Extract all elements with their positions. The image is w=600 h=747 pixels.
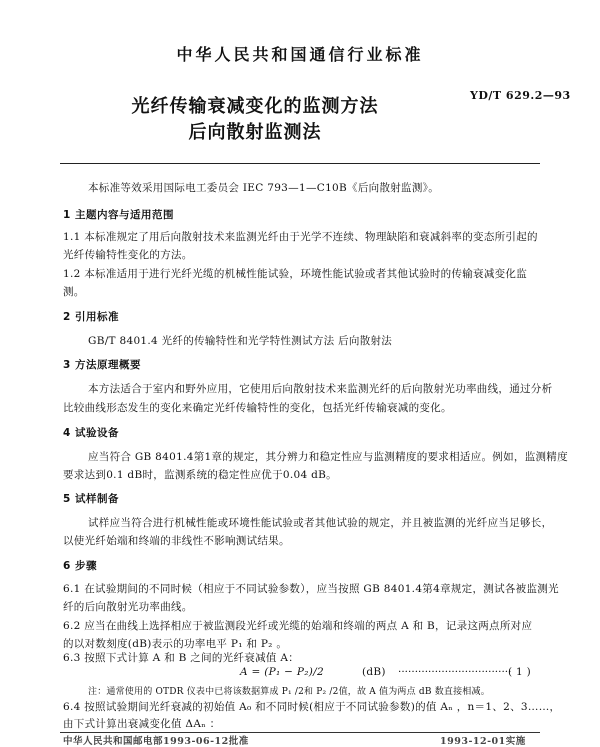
section-6-line: 纤的后向散射光功率曲线。 — [63, 601, 193, 613]
section-1-line: 1.1 本标准规定了用后向散射技术来监测光纤由于光学不连续、物理缺陷和衰减斜率的变态所引起的 — [63, 231, 538, 243]
document-subtitle: 后向散射监测法 — [188, 122, 322, 143]
section-6-line: 6.1 在试验期间的不同时候（相应于不同试验参数），应当按照 GB 8401.4第4章规定，测试各被监测光 — [63, 583, 559, 595]
formula-unit: (dB) — [362, 666, 386, 678]
formula-note: 注：通常使用的 OTDR 仪表中已将该数据算成 P₁ /2和 P₂ /2值，故 A 值为两点 dB 数直接相减。 — [88, 687, 490, 697]
formula-expression: A = (P₁ − P₂)/2 — [240, 666, 324, 678]
implementation-date: 1993-12-01实施 — [440, 736, 526, 747]
formula-number: ( 1 ) — [508, 666, 532, 678]
section-5-line: 试样应当符合进行机械性能或环境性能试验或者其他试验的规定，并且被监测的光纤应当足够长， — [88, 517, 553, 529]
section-6-line: 的以对数刻度(dB)表示的功率电平 P₁ 和 P₂ 。 — [63, 638, 288, 650]
section-1-line: 1.2 本标准适用于进行光纤光缆的机械性能试验，环境性能试验或者其他试验时的传输衰减变化监 — [63, 268, 528, 280]
section-6-line: 6.2 应当在曲线上选择相应于被监测段光纤或光缆的始端和终端的两点 A 和 B，记录这两点所对应 — [63, 620, 533, 632]
section-4-heading: 4 试验设备 — [63, 427, 119, 439]
section-3-line: 本方法适合于室内和野外应用，它使用后向散射技术来监测光纤的后向散射光功率曲线，通过分析 — [88, 383, 553, 395]
section-6-4-line: 由下式计算出衰减变化值 ΔAₙ ： — [63, 718, 221, 730]
section-6-heading: 6 步骤 — [63, 560, 97, 572]
standard-authority: 中华人民共和国通信行业标准 — [176, 45, 424, 64]
section-5-line: 以使光纤始端和终端的非线性不影响测试结果。 — [63, 535, 290, 547]
section-1-line: 光纤传输特性变化的方法。 — [63, 249, 193, 261]
reference-standard: GB/T 8401.4 光纤的传输特性和光学特性测试方法 后向散射法 — [88, 335, 393, 347]
section-4-line: 应当符合 GB 8401.4第1章的规定，其分辨力和稳定性应与监测精度的要求相适应。例如，监测精度 — [88, 451, 568, 463]
section-1-line: 测。 — [63, 286, 85, 298]
intro-paragraph: 本标准等效采用国际电工委员会 IEC 793—1—C10B《后向散射监测》。 — [88, 182, 440, 194]
section-6-line: 6.3 按照下式计算 A 和 B 之间的光纤衰减值 A： — [63, 652, 300, 664]
standard-code: YD/T 629.2—93 — [470, 89, 571, 102]
document-title: 光纤传输衰减变化的监测方法 — [131, 96, 379, 117]
approval-date: 中华人民共和国邮电部1993-06-12批准 — [63, 736, 249, 747]
section-2-heading: 2 引用标准 — [63, 311, 119, 323]
section-4-line: 要求达到0.1 dB时，监测系统的稳定性应优于0.04 dB。 — [63, 469, 337, 481]
section-3-heading: 3 方法原理概要 — [63, 359, 141, 371]
title-divider — [60, 163, 540, 164]
section-5-heading: 5 试样制备 — [63, 493, 119, 505]
section-3-line: 比较曲线形态发生的变化来确定光纤传输特性的变化，包括光纤传输衰减的变化。 — [63, 402, 452, 414]
section-6-4-line: 6.4 按照试验期间光纤衰减的初始值 A₀ 和不同时候(相应于不同试验参数)的值 Aₙ ，n＝1、2、3……， — [63, 701, 561, 713]
formula-leader: ·································· — [398, 666, 512, 678]
section-1-heading: 1 主题内容与适用范围 — [63, 209, 174, 221]
